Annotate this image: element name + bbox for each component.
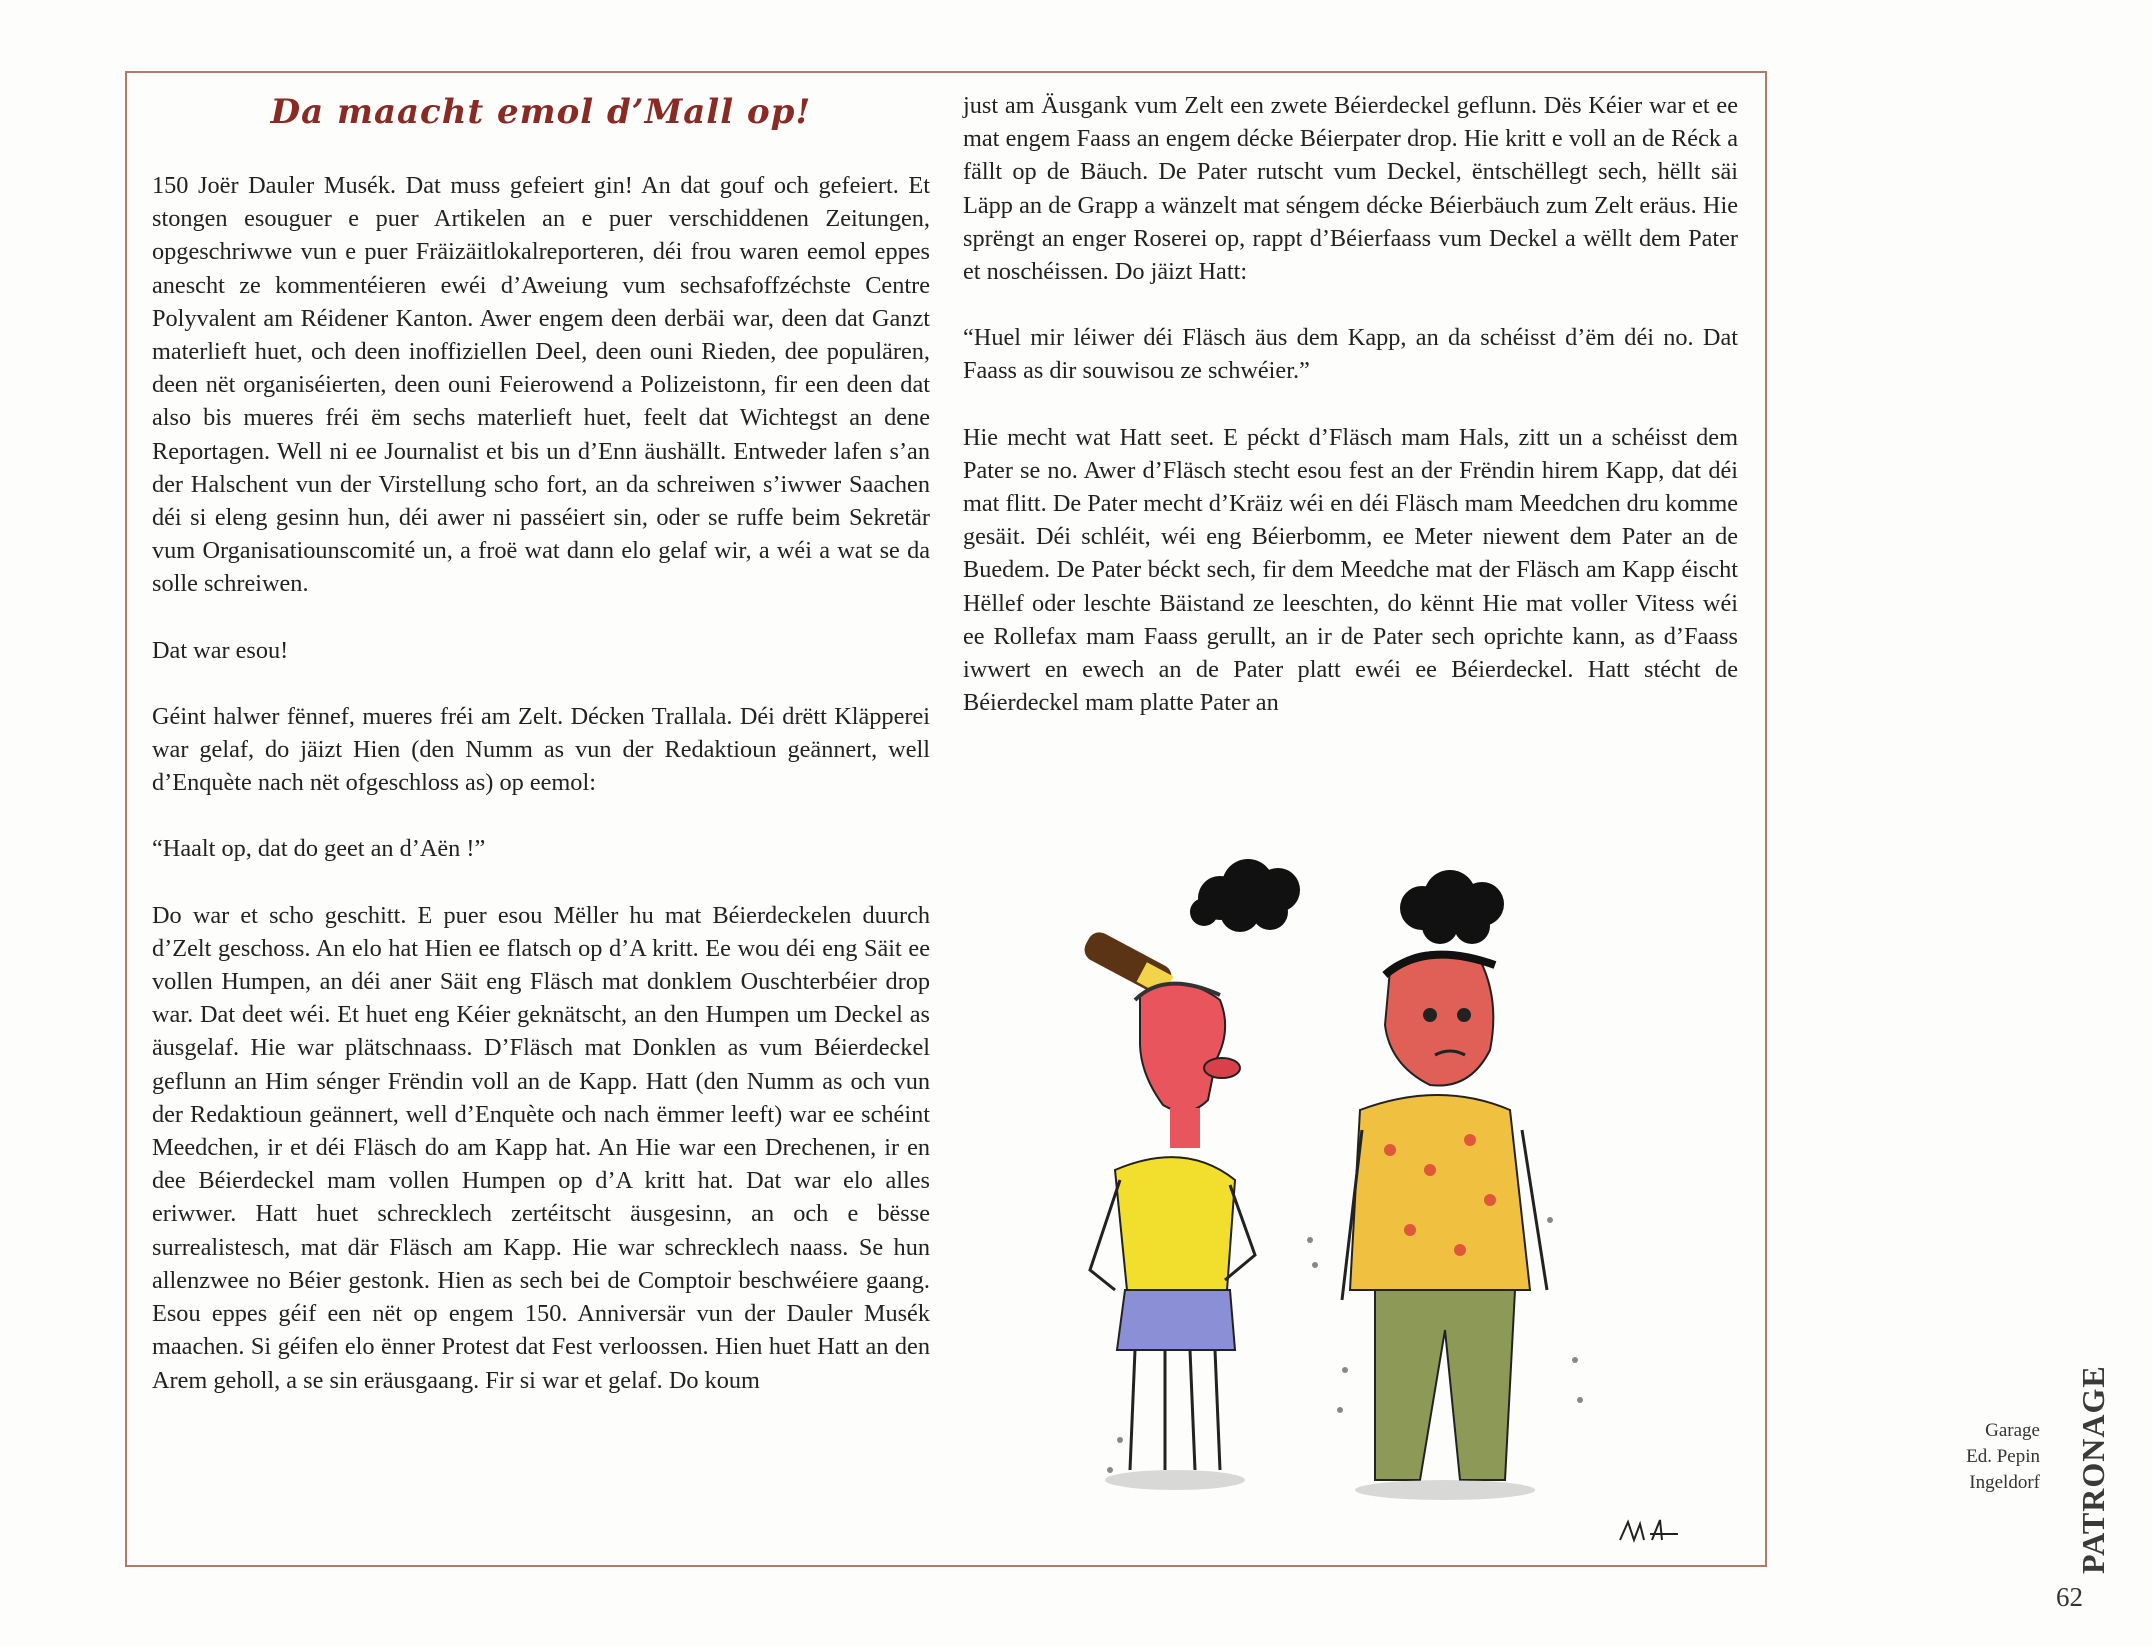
paragraph: Géint halwer fënnef, mueres fréi am Zelt. Décken Trallala. Déi drëtt Kläpperei war gelaf, do jäizt Hien (den Numm as vun der Redaktioun geännert, well d’Enquète nach nët ofgeschloss as) op eemol: [152, 702, 930, 797]
article-title: Da maacht emol d’Mall op! [270, 92, 812, 132]
sponsor-line: Garage [1985, 1420, 2040, 1441]
cartoon-illustration [990, 840, 1690, 1540]
paragraph: just am Äusgank vum Zelt een zwete Béierdeckel geflunn. Dës Kéier war et ee mat engem Faass an engem décke Béierpater drop. Hie kritt e voll an de Réck a fällt op de Bäuch. De Pater rutscht vum Deckel, ëntschëllegt sech, hëllt säi Läpp an de Grapp a wänzelt mat séngem décke Béierbäuch zum Zelt eräus. Hie sprëngt an enger Roserei op, rappt d’Béierfaass vum Deckel a wëllt dem Pater et noschéissen. Do jäizt Hatt: [963, 92, 1738, 286]
page-number: 62 [2056, 1582, 2083, 1612]
paragraph: Hie mecht wat Hatt seet. E péckt d’Fläsch mam Hals, zitt un a schéisst dem Pater se no. Awer d’Fläsch stecht esou fest an der Frëndin hirem Kapp, dat déi mat flitt. De Pater mecht d’Kräiz wéi en déi Fläsch mam Meedchen dru komme gesäit. Déi schléit, wéi eng Béierbomm, ee Meter niewent dem Pater an de Buedem. De Pater béckt sech, fir dem Meedche mat der Fläsch am Kapp éischt Hëllef oder leschte Bäistand ze leeschten, do kënnt Hie mat voller Vitess wéi ee Rollefax mam Faass gerullt, an ir de Pater sech oprichte kann, as d’Faass iwwert en ewech an de Pater platt ewéi ee Béierdeckel. Hatt stécht de Béierdeckel mam platte Pater an [963, 423, 1738, 717]
paragraph: 150 Joër Dauler Musék. Dat muss gefeiert gin! An dat gouf och gefeiert. Et stongen esouguer e puer Artikelen an e puer verschiddenen Zeitungen, opgeschriwwe vun e puer Fräizäitlokalreporteren, déi frou waren eemol eppes anescht ze kommentéieren ewéi d’Aweiung vum sechsafoffzéchste Centre Polyvalent am Réidener Kanton. Awer engem deen derbäi war, deen dat Ganzt materlieft huet, och deen inoffiziellen Deel, deen ouni Rieden, dee populären, deen nët organiséierten, deen ouni Feierowend a Polizeistonn, fir een deen dat also bis mueres fréi ëm sechs materlieft huet, feelt dat Wichtegst an dene Reportagen. Well ni ee Journalist et bis un d’Enn äushällt. Entweder lafen s’an der Halschent vun der Virstellung scho fort, an da schreiwen s’iwwer Saachen déi si eleng gesinn hun, déi awer ni passéiert sin, oder se ruffe beim Sekretär vum Organisatiounscomité un, a froë wat dann elo gelaf wir, a wéi a wat se da solle schreiwen. [152, 172, 930, 598]
man-figure [1342, 952, 1547, 1500]
dark-cloud-right [1400, 870, 1504, 944]
paragraph: Dat war esou! [152, 636, 289, 664]
dark-cloud-left [1190, 859, 1300, 932]
sponsor-line: Ingeldorf [1969, 1472, 2040, 1493]
woman-figure [1090, 984, 1255, 1490]
paragraph: “Huel mir léiwer déi Fläsch äus dem Kapp, an da schéisst d’ëm déi no. Dat Faass as dir souwisou ze schwéier.” [963, 324, 1738, 385]
section-label: PATRONAGE [2075, 1365, 2111, 1574]
sponsor-block [1934, 1418, 2040, 1496]
artist-signature [1616, 1516, 1686, 1546]
paragraph: “Haalt op, dat do geet an d’Aën !” [152, 835, 486, 863]
paragraph: Do war et scho geschitt. E puer esou Mëller hu mat Béierdeckelen duurch d’Zelt geschoss. An elo hat Hien ee flatsch op d’A kritt. Ee wou déi eng Säit ee vollen Humpen, an déi aner Säit eng Fläsch mat donklem Ouschterbéier drop war. Dat deet wéi. Et huet eng Kéier geknätscht, an den Humpen um Deckel as äusgelaf. Hie war plätschnaass. D’Fläsch mat Donklen as vum Béierdeckel geflunn an Him sénger Frëndin voll an de Kapp. Hatt (den Numm as och vun der Redaktioun geännert, well d’Enquète och nach ëmmer leeft) war ee schéint Meedchen, ir et déi Fläsch do am Kapp hat. An Hie war een Drechenen, ir en dee Béierdeckel mam vollen Humpen op d’A kritt hat. Dat war elo alles eriwwer. Hatt huet schrecklech zertéitscht äusgesinn, an och e bësse surrealistesch, mat där Fläsch am Kapp. Hie war schrecklech naass. Se hun allenzwee no Béier gestonk. Hien as sech bei de Comptoir beschwéiere gaang. Esou eppes géif een nët op engem 150. Anniversär vun der Dauler Musék maachen. Si géifen elo ënner Protest dat Fest verloossen. Hien huet Hatt an den Arem geholl, a se sin eräusgaang. Fir si war et gelaf. Do koum [152, 901, 930, 1394]
right-column [963, 89, 1738, 752]
sponsor-line: Ed. Pepin [1966, 1446, 2040, 1467]
left-column [152, 169, 930, 1430]
